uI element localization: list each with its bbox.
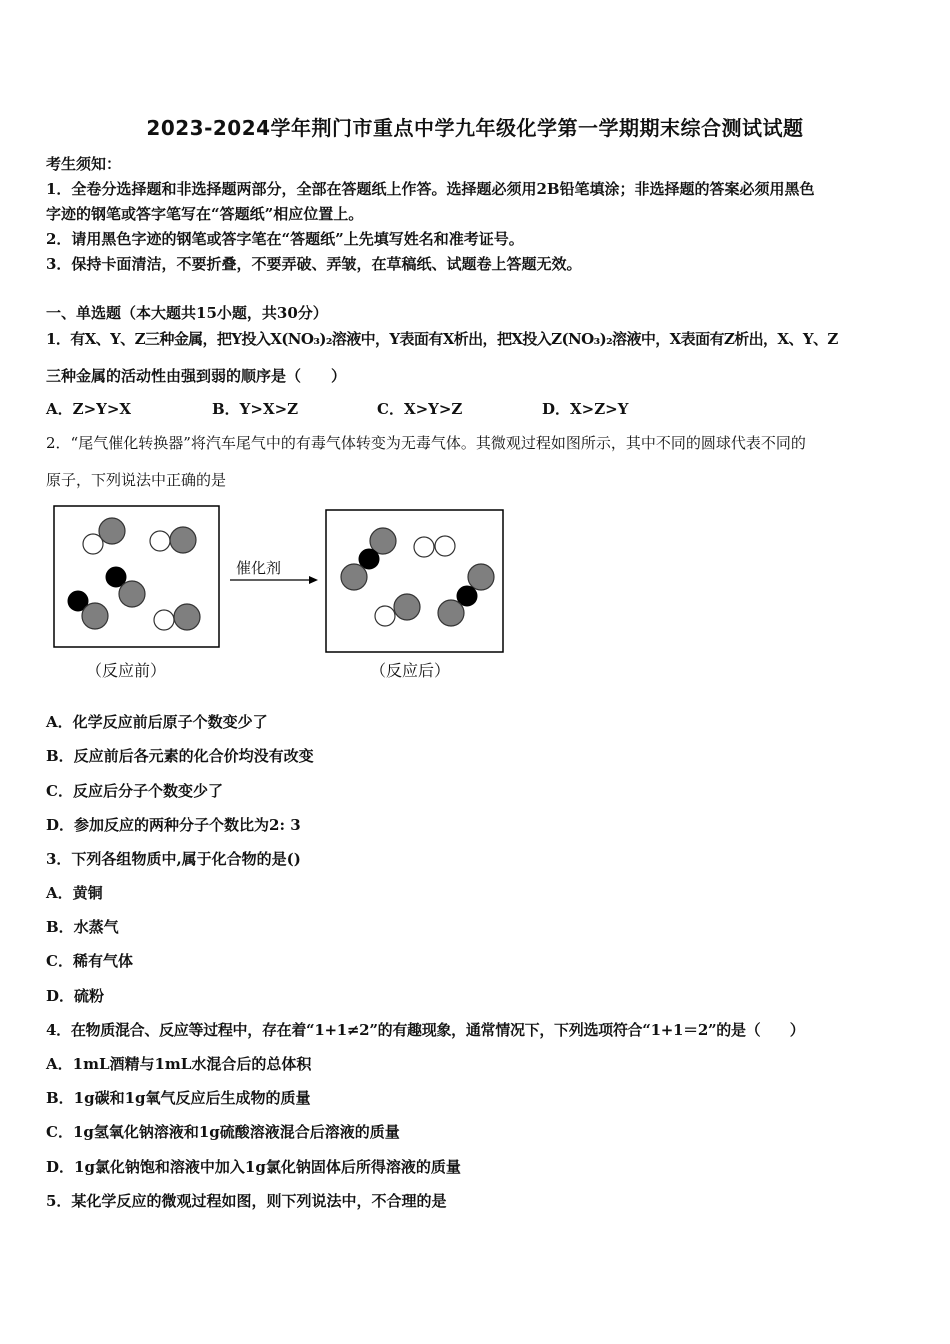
q1-option-a: A．Z>Y>X	[46, 400, 132, 418]
atom-gray	[174, 604, 200, 630]
atom-white	[154, 610, 174, 630]
atom-gray	[394, 594, 420, 620]
atom-gray	[82, 603, 108, 629]
q1-option-d: D．X>Z>Y	[542, 400, 629, 418]
notice-item-1: 1．全卷分选择题和非选择题两部分，全部在答题纸上作答。选择题必须用2B铅笔填涂；非选择题的答案必须用黑色	[46, 180, 815, 198]
after-label: （反应后）	[370, 661, 451, 680]
notice-heading: 考生须知：	[46, 155, 122, 173]
q4-option-b: B．1g碳和1g氧气反应后生成物的质量	[46, 1089, 311, 1107]
q2-option-a: A．化学反应前后原子个数变少了	[46, 713, 268, 731]
q3-stem: 3．下列各组物质中,属于化合物的是()	[46, 850, 301, 868]
catalyst-label: 催化剂	[236, 559, 282, 577]
atom-gray	[438, 600, 464, 626]
reaction-diagram	[50, 503, 510, 683]
q4-stem: 4．在物质混合、反应等过程中，存在着“1+1≠2”的有趣现象，通常情况下，下列选项符合“1+1＝2”的是（ ）	[46, 1021, 805, 1039]
notice-item-2: 2．请用黑色字迹的钢笔或答字笔在“答题纸”上先填写姓名和准考证号。	[46, 230, 524, 248]
q3-option-a: A．黄铜	[46, 884, 103, 902]
notice-item-1-cont: 字迹的钢笔或答字笔写在“答题纸”相应位置上。	[46, 205, 364, 223]
atom-gray	[170, 527, 196, 553]
q2-option-c: C．反应后分子个数变少了	[46, 782, 223, 800]
atom-gray	[119, 581, 145, 607]
q4-option-d: D．1g氯化钠饱和溶液中加入1g氯化钠固体后所得溶液的质量	[46, 1158, 461, 1176]
atom-white	[375, 606, 395, 626]
q1-option-b: B．Y>X>Z	[212, 400, 299, 418]
atom-gray	[341, 564, 367, 590]
atom-gray	[99, 518, 125, 544]
q4-option-c: C．1g氢氧化钠溶液和1g硫酸溶液混合后溶液的质量	[46, 1123, 400, 1141]
q1-stem-line2: 三种金属的活动性由强到弱的顺序是（ ）	[46, 367, 347, 385]
q2-stem-line2: 原子，下列说法中正确的是	[46, 471, 227, 489]
atom-gray	[468, 564, 494, 590]
q2-option-d: D．参加反应的两种分子个数比为2: 3	[46, 816, 301, 834]
q3-option-c: C．稀有气体	[46, 952, 133, 970]
notice-item-3: 3．保持卡面清洁，不要折叠，不要弄破、弄皱，在草稿纸、试题卷上答题无效。	[46, 255, 582, 273]
q2-option-b: B．反应前后各元素的化合价均没有改变	[46, 747, 314, 765]
after-reaction-box	[326, 510, 503, 652]
page-title: 2023-2024学年荆门市重点中学九年级化学第一学期期末综合测试试题	[146, 116, 804, 140]
q2-stem-line1: 2．“尾气催化转换器”将汽车尾气中的有毒气体转变为无毒气体。其微观过程如图所示，其中不同的圆球代表不同的	[46, 434, 806, 452]
section-heading: 一、单选题（本大题共15小题，共30分）	[46, 304, 328, 322]
q3-option-b: B．水蒸气	[46, 918, 119, 936]
before-reaction-box	[54, 506, 219, 647]
atom-black	[359, 549, 379, 569]
q3-option-d: D．硫粉	[46, 987, 105, 1005]
atom-white	[435, 536, 455, 556]
q1-option-c: C．X>Y>Z	[377, 400, 463, 418]
q4-option-a: A．1mL酒精与1mL水混合后的总体积	[46, 1055, 312, 1073]
q5-stem: 5．某化学反应的微观过程如图，则下列说法中，不合理的是	[46, 1192, 447, 1210]
q1-stem-line1: 1．有X、Y、Z三种金属，把Y投入X(NO₃)₂溶液中，Y表面有X析出，把X投入Z(NO₃)₂溶液中，X表面有Z析出，X、Y、Z	[46, 330, 838, 348]
atom-white	[150, 531, 170, 551]
before-label: （反应前）	[86, 661, 167, 680]
atom-white	[414, 537, 434, 557]
